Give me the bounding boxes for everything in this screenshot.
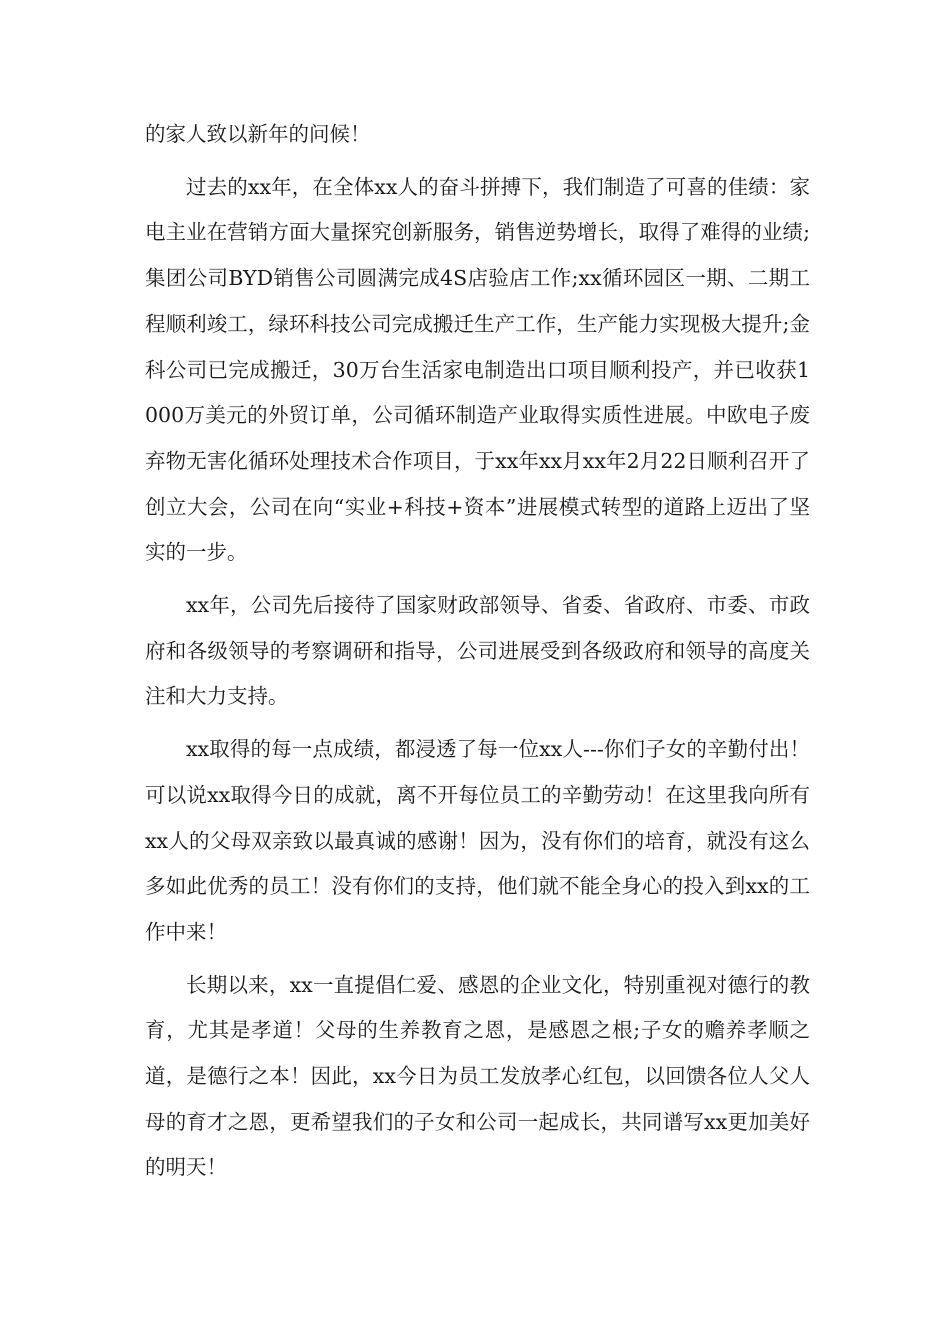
paragraph-greeting-end: 的家人致以新年的问候！	[145, 122, 371, 146]
document-body	[145, 112, 810, 1198]
paragraph-filial-culture: 长期以来，xx一直提倡仁爱、感恩的企业文化，特别重视对德行的教育，尤其是孝道！父母的生养教育之恩，是感恩之根;子女的赡养孝顺之道，是德行之本！因此，xx今日为员工发放孝心红包，以回馈各位人父人母的育才之恩，更希望我们的子女和公司一起成长，共同谱写xx更加美好的明天！	[145, 972, 810, 1180]
paragraph-official-visits: xx年，公司先后接待了国家财政部领导、省委、省政府、市委、市政府和各级领导的考察调研和指导，公司进展受到各级政府和领导的高度关注和大力支持。	[145, 593, 810, 709]
paragraph-thanks-parents: xx取得的每一点成绩，都浸透了每一位xx人---你们子女的辛勤付出！可以说xx取得今日的成就，离不开每位员工的辛勤劳动！在这里我向所有xx人的父母双亲致以最真诚的感谢！因为，没有你们的培育，就没有这么多如此优秀的员工！没有你们的支持，他们就不能全身心的投入到xx的工作中来！	[145, 737, 810, 944]
paragraph-achievements: 过去的xx年，在全体xx人的奋斗拼搏下，我们制造了可喜的佳绩：家电主业在营销方面大量探究创新服务，销售逆势增长，取得了难得的业绩;集团公司BYD销售公司圆满完成4S店验店工作;xx循环园区一期、二期工程顺利竣工，绿环科技公司完成搬迁生产工作，生产能力实现极大提升;金科公司已完成搬迁，30万台生活家电制造出口项目顺利投产，并已收获1000万美元的外贸订单，公司循环制造产业取得实质性进展。中欧电子废弃物无害化循环处理技术合作项目，于xx年xx月xx年2月22日顺利召开了创立大会，公司在向“实业+科技+资本”进展模式转型的道路上迈出了坚实的一步。	[145, 174, 810, 565]
